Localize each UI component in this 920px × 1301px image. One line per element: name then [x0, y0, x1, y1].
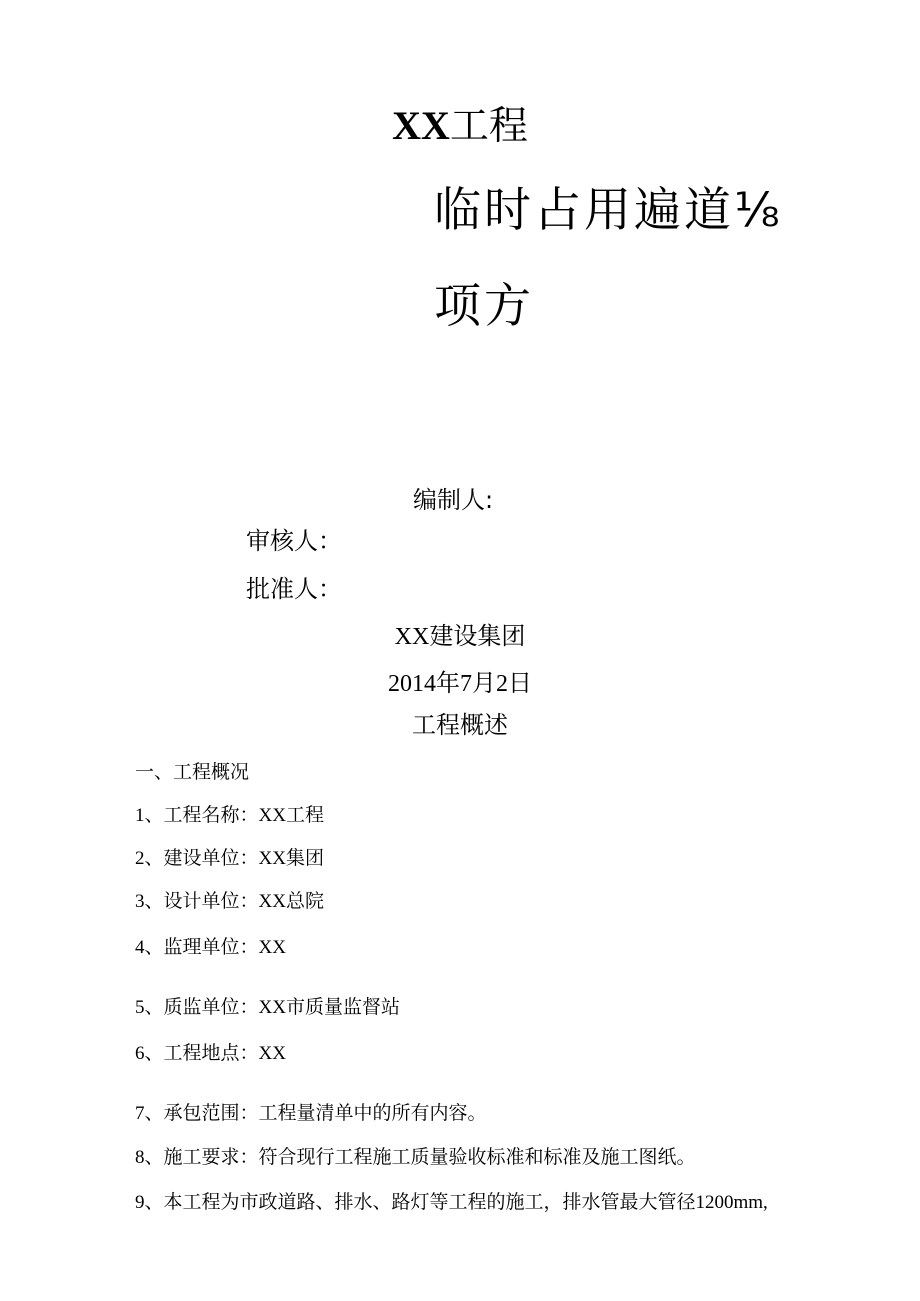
approver-label: 批准人： [246, 575, 342, 603]
reviewer-label: 审核人： [246, 527, 342, 555]
list-item: 9、本工程为市政道路、排水、路灯等工程的施工，排水管最大管径1200mm, [135, 1192, 768, 1213]
company-name: XX建设集团 [394, 624, 526, 650]
document-title-cjk: 工程 [449, 104, 528, 149]
overview-heading: 工程概述 [412, 711, 508, 739]
document-subtitle-line2: 项方 [434, 279, 534, 334]
section-title: 一、工程概况 [135, 762, 250, 783]
list-item: 5、质监单位：XX市质量监督站 [135, 997, 400, 1018]
list-item: 4、监理单位：XX [135, 937, 286, 958]
list-item: 8、施工要求：符合现行工程施工质量验收标准和标准及施工图纸。 [135, 1147, 696, 1168]
document-title-latin: XX [392, 103, 450, 148]
compiler-label: 编制人: [413, 486, 494, 514]
list-item: 3、设计单位：XX总院 [135, 891, 324, 912]
document-title [0, 103, 920, 149]
document-date: 2014年7月2日 [388, 671, 532, 697]
document-subtitle-line1: 临时占用遍道⅛ [434, 183, 783, 238]
list-item: 6、工程地点：XX [135, 1043, 286, 1064]
list-item: 7、承包范围：工程量清单中的所有内容。 [135, 1103, 487, 1124]
list-item: 2、建设单位：XX集团 [135, 848, 324, 869]
list-item: 1、工程名称：XX工程 [135, 805, 324, 826]
